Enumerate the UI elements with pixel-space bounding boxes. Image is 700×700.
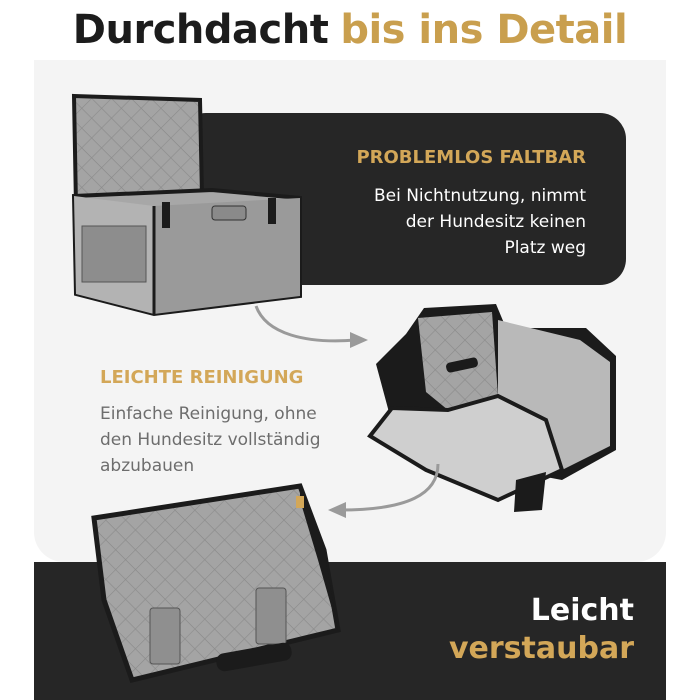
feature-storage-text <box>449 592 634 668</box>
feature-cleaning-line: abzubauen <box>100 456 195 476</box>
feature-folding-title: PROBLEMLOS FALTBAR <box>356 147 586 168</box>
feature-cleaning-line: den Hundesitz vollständig <box>100 430 321 450</box>
feature-cleaning-description <box>100 401 390 479</box>
feature-cleaning-line: Einfache Reinigung, ohne <box>100 404 317 424</box>
feature-storage-line1: Leicht <box>530 593 634 628</box>
arrow-to-open-seat <box>246 300 376 350</box>
feature-storage-line2: verstaubar <box>448 631 634 666</box>
dog-seat-assembled-image <box>62 88 322 320</box>
feature-cleaning-title: LEICHTE REINIGUNG <box>100 367 304 388</box>
headline-part2: bis ins Detail <box>340 7 628 53</box>
headline-part1: Durchdacht <box>72 7 329 53</box>
headline <box>0 0 700 60</box>
dog-seat-folded-image <box>86 480 346 694</box>
feature-folding-description <box>300 183 586 261</box>
feature-folding-line: Bei Nichtnutzung, nimmt <box>373 186 586 206</box>
feature-folding-line: der Hundesitz keinen <box>405 212 586 232</box>
feature-folding-line: Platz weg <box>504 238 586 258</box>
